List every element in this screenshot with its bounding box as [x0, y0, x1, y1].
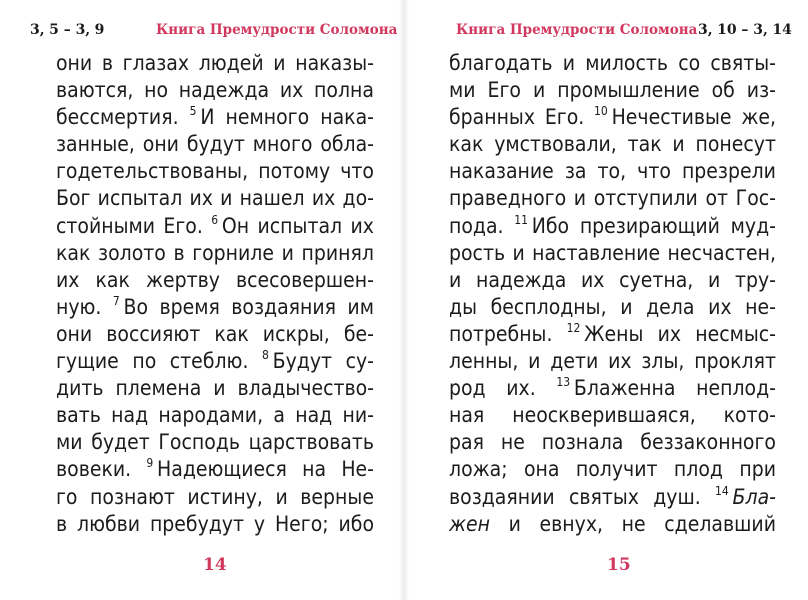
text-line: Бог испытал их и нашел их до- [56, 186, 374, 211]
right-running-title: Книга Премудрости Соломона [456, 22, 698, 38]
text-line: ленны, и дети их злы, проклят [449, 349, 776, 374]
right-chapter-ref [698, 20, 792, 40]
text-line: как золото в горниле и принял [56, 240, 374, 265]
text-line: род их. $^{13}$ Блаженна неплод- [449, 375, 776, 401]
right-page [404, 0, 808, 600]
right-ref-main: 3, [698, 22, 713, 38]
text-line: ми будет Господь царствовать [56, 430, 374, 455]
text-line: гущие по стеблю. $^8$ Будут су- [56, 348, 374, 374]
right-body-text [449, 50, 776, 538]
text-line: и надежда их суетна, и тру- [449, 267, 776, 292]
text-line: вать над народами, а над ни- [56, 403, 374, 428]
text-line: воздаянии святых душ. $^{14}$ Бла- [449, 483, 776, 509]
text-line: благодать и милость со святы- [449, 51, 776, 75]
text-line: рая не познала беззаконного [449, 430, 776, 455]
text-line: их как жертву всесовершен- [56, 267, 374, 292]
text-line: они в глазах людей и наказы- [56, 51, 374, 75]
text-line: бессмертия. $^5$ И немного нака- [56, 104, 374, 130]
text-line: стойными Его. $^6$ Он испытал их [56, 212, 374, 238]
text-line: занные, они будут много обла- [56, 132, 374, 157]
left-chapter-ref [30, 20, 104, 40]
left-ref-range: 5 – 3, [49, 22, 91, 38]
text-line: праведного и отступили от Гос- [449, 186, 776, 211]
text-line: годетельствованы, потому что [56, 159, 374, 184]
text-line: потребны. $^{12}$ Жены их несмыс- [449, 320, 776, 346]
left-body-text [56, 50, 374, 538]
left-page-number: 14 [203, 555, 227, 575]
text-line: бранных Его. $^{10}$ Нечестивые же, [449, 104, 776, 130]
text-line: пода. $^{11}$ Ибо презирающий муд- [449, 212, 776, 238]
right-page-number: 15 [607, 555, 631, 575]
text-line: ная неоскверившаяся, кото- [449, 403, 776, 428]
text-line: вовеки. $^9$ Надеющиеся на Не- [56, 456, 374, 482]
text-line: го познают истину, и верные [56, 484, 374, 509]
text-line: ложа; она получит плод при [449, 457, 776, 482]
left-running-title: Книга Премудрости Соломона [156, 22, 398, 38]
text-line: дить племена и владычество- [56, 376, 374, 401]
text-line: жен и евнух, не сделавший [449, 511, 776, 536]
left-ref-end: 9 [94, 22, 105, 38]
text-line: наказание за то, что презрели [449, 159, 776, 184]
right-ref-range: 10 – 3, [717, 22, 768, 38]
text-line: ваются, но надежда их полна [56, 78, 374, 103]
text-line: они воссияют как искры, бе- [56, 321, 374, 346]
text-line: ную. $^7$ Во время воздаяния им [56, 293, 374, 319]
text-line: ды бесплодны, и дела их не- [449, 294, 776, 319]
text-line: ми Его и промышление об из- [449, 78, 776, 103]
text-line: как умствовали, так и понесут [449, 132, 776, 157]
text-line: в любви пребудут у Него; ибо [56, 511, 374, 536]
text-line: рость и наставление несчастен, [449, 240, 776, 265]
left-ref-main: 3, [30, 22, 45, 38]
right-ref-end: 14 [772, 22, 792, 38]
